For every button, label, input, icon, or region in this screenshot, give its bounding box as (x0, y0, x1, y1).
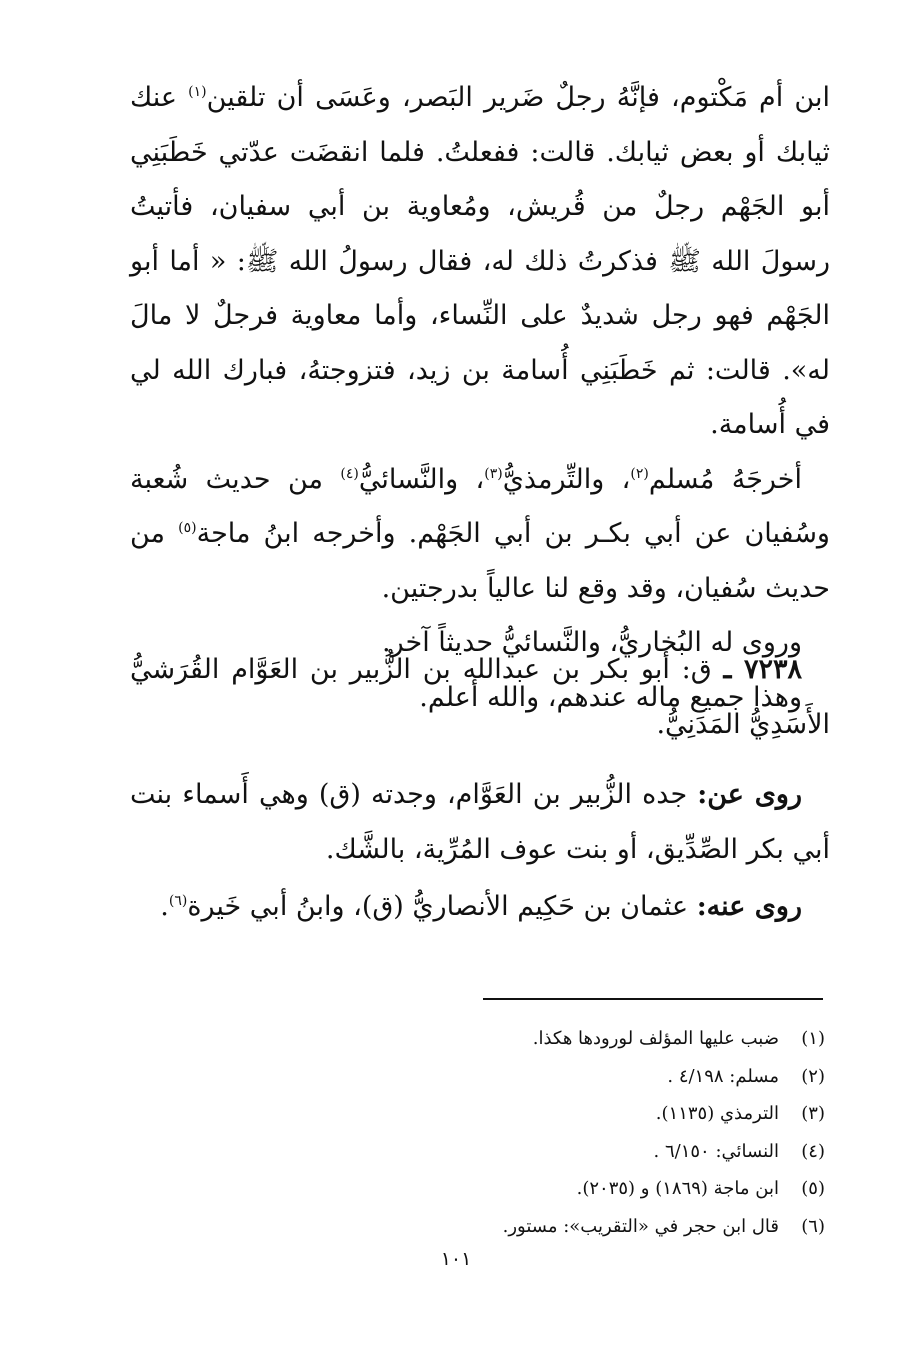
footnote-divider (483, 998, 823, 1000)
paragraph-hadith (130, 71, 830, 453)
footnote-ref[interactable]: (٤) (340, 465, 359, 482)
paragraph-text: ، والتِّرمذيُّ (502, 463, 631, 495)
narrated-by-block (130, 880, 830, 935)
narrated-by (130, 880, 830, 935)
page-number: ١٠١ (440, 1248, 472, 1270)
footnote-item (430, 1208, 825, 1246)
paragraph-other-narration: وروى له البُخاريُّ، والنَّسائيُّ حديثاً آخر. (382, 627, 802, 658)
narrated-from-text: جده الزُّبير بن العَوَّام، وجدته (ق) وهي أَسماء بنت أبي بكر الصِّدِّيق، أو بنت عوف المُرِّية، بالشَّك. (130, 779, 830, 865)
footnote-text: ضبب عليها المؤلف لورودها هكذا. (532, 1028, 779, 1049)
footnote-ref[interactable]: (٥) (178, 520, 197, 536)
footnote-item (430, 1170, 825, 1208)
footnote-ref[interactable]: (١) (188, 84, 207, 100)
narrated-by-text: عثمان بن حَكِيم الأنصاريُّ (ق)، وابنُ أبي خَيرة (187, 891, 697, 922)
narrated-from-block (130, 768, 830, 877)
entry-block (130, 643, 830, 752)
paragraph-text: عنك ثيابك أو بعض ثيابك. قالت: ففعلتُ. فلما انقضَت عدّتي خَطَبَنِي أبو الجَهْم رجلٌ من قُريش، ومُعاوية بن أبي سفيان، فأتيتُ رسولَ الله ﷺ فذكرتُ ذلك له، فقال رسولُ الله ﷺ: « أما أبو الجَهْم فهو رجل شديدٌ على النِّساء، وأما معاوية فرجلٌ لا مالَ له». قالت: ثم خَطَبَنِي أُسامة بن زيد، فتزوجتهُ، فبارك الله لي في أُسامة. (130, 82, 830, 440)
entry-heading (130, 643, 830, 752)
footnote-ref[interactable]: (٦) (168, 893, 188, 909)
footnote-item (430, 1133, 825, 1171)
footnote-text: ابن ماجة (١٨٦٩) و (٢٠٣٥). (576, 1178, 779, 1199)
paragraph-text: من حديث سُفيان، وقد وقع لنا عالياً بدرجتين. (130, 518, 830, 604)
paragraph-closing: وهذا جميع ماله عندهم، والله أعلم. (419, 681, 802, 713)
paragraph-text: من حديث شُعبة وسُفيان عن أبي بكـر بن أبي الجَهْم. وأخرجه ابنُ ماجة (130, 463, 830, 549)
footnote-text: مسلم: ٤/١٩٨ . (667, 1065, 779, 1087)
narrated-from (130, 768, 830, 877)
footnote-text: النسائي: ٦/١٥٠ . (653, 1140, 779, 1162)
footnote-number: (٢) (801, 1065, 825, 1087)
main-text-top (130, 71, 830, 725)
footnotes-list (430, 1020, 825, 1245)
footnote-number: (٦) (801, 1215, 825, 1237)
footnote-ref[interactable]: (٢) (630, 465, 649, 482)
narrated-from-label: روى عن: (697, 779, 802, 810)
footnote-item (430, 1058, 825, 1096)
paragraph-text: ابن أم مَكْتوم، فإنَّهُ رجلٌ ضَرير البَصر، وعَسَى أن تلقين (206, 82, 830, 113)
footnote-text: قال ابن حجر في «التقريب»: مستور. (502, 1215, 779, 1237)
footnote-number: (٥) (801, 1178, 825, 1199)
footnote-item (430, 1020, 825, 1058)
narrated-by-tail: . (160, 891, 169, 922)
footnote-number: (٤) (801, 1140, 825, 1162)
paragraph-text: أخرجَهُ مُسلم (648, 463, 802, 495)
footnote-ref[interactable]: (٣) (484, 465, 503, 482)
footnote-text: الترمذي (١١٣٥). (655, 1103, 779, 1124)
paragraph-takhrij (130, 453, 830, 617)
narrated-by-label: روى عنه: (696, 891, 802, 922)
footnote-number: (١) (801, 1028, 825, 1049)
entry-title: ق: أبو بكر بن عبدالله بن الزُّبير بن العَوَّام القُرَشيُّ الأَسَدِيُّ المَدَنِيُّ. (130, 654, 830, 740)
entry-number: ٧٢٣٨ ـ (723, 654, 802, 685)
paragraph-text: ، والنَّسائيُّ (358, 463, 485, 495)
footnote-number: (٣) (801, 1103, 825, 1124)
footnote-item (430, 1095, 825, 1133)
